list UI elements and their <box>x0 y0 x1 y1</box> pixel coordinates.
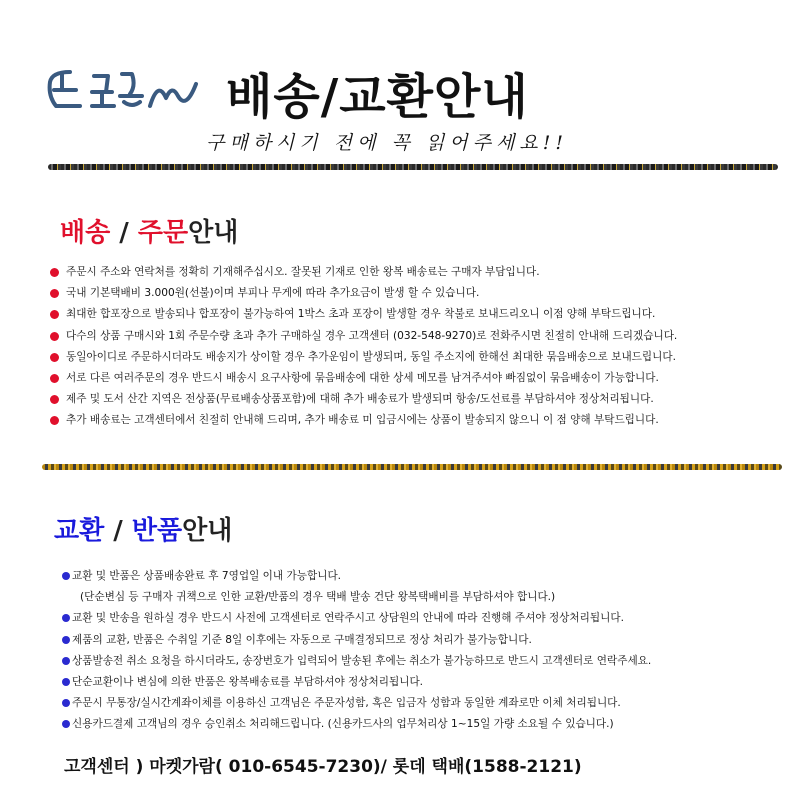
bullet-dot <box>50 289 59 298</box>
bullet-dot <box>50 416 59 425</box>
bullet-dot <box>62 614 70 622</box>
list-item-text: 상품발송전 취소 요청을 하시더라도, 송장번호가 입력되어 발송된 후에는 취소가 불가능하므로 반드시 고객센터로 연락주세요. <box>72 654 652 667</box>
divider-middle <box>42 464 782 470</box>
list-item-text: 단순교환이나 변심에 의한 반품은 왕복배송료를 부담하셔야 정상처리됩니다. <box>72 675 424 688</box>
page-subtitle: 구매하시기 전에 꼭 읽어주세요!! <box>206 132 568 154</box>
bullet-dot <box>50 353 59 362</box>
exchange-section-title <box>54 510 232 547</box>
bullet-dot <box>62 720 70 728</box>
bullet-dot <box>50 395 59 404</box>
list-item-text: 국내 기본택배비 3.000원(선불)이며 부피나 무게에 따라 추가요금이 발생 할 수 있습니다. <box>66 287 480 300</box>
list-item <box>62 672 651 693</box>
list-item-text: 교환 및 반품은 상품배송완료 후 7영업일 이내 가능합니다. <box>72 570 342 582</box>
list-item <box>62 608 651 629</box>
title-separator: / <box>104 516 132 546</box>
list-item-text: 제주 및 도서 산간 지역은 전상품(무료배송상품포함)에 대해 추가 배송료가 발생되며 항송/도선료를 부담하셔야 정상처리됩니다. <box>66 393 654 406</box>
market-garam-logo <box>46 66 206 116</box>
list-item-text: 다수의 상품 구매시와 1회 주문수량 초과 추가 구매하실 경우 고객센터 (032-548-9270)로 전화주시면 친절히 안내해 드리겠습니다. <box>66 329 678 342</box>
list-item <box>50 389 677 410</box>
list-item <box>50 326 677 347</box>
bullet-dot <box>62 636 70 644</box>
list-item <box>50 304 677 325</box>
list-item-text: 서로 다른 여러주문의 경우 반드시 배송시 요구사항에 묶음배송에 대한 상세 메모를 남겨주셔야 빠짐없이 묶음배송이 가능합니다. <box>66 371 659 384</box>
bullet-dot <box>62 572 70 580</box>
title-order: 주문 <box>137 218 189 248</box>
title-info: 안내 <box>182 516 233 546</box>
list-item-note <box>62 587 651 608</box>
bullet-dot <box>50 310 59 319</box>
shipping-info-list <box>50 262 677 432</box>
bullet-dot <box>62 657 70 665</box>
title-return: 반품 <box>131 516 183 546</box>
list-item-text: 주문시 주소와 연락처를 정확히 기재해주십시오. 잘못된 기재로 인한 왕복 배송료는 구매자 부담입니다. <box>66 266 540 278</box>
list-item-text: 교환 및 반송을 원하실 경우 반드시 사전에 고객센터로 연락주시고 상담원의 안내에 따라 진행해 주셔야 정상처리됩니다. <box>72 612 624 625</box>
bullet-dot <box>50 374 59 383</box>
list-item-text: 추가 배송료는 고객센터에서 친절히 안내해 드리며, 추가 배송료 미 입금시에는 상품이 발송되지 않으니 이 점 양해 부탁드립니다. <box>66 414 659 427</box>
list-item <box>50 368 677 389</box>
list-item-text: 최대한 합포장으로 발송되나 합포장이 불가능하여 1박스 초과 포장이 발생할 경우 착불로 보내드리오니 이점 양해 부탁드립니다. <box>66 308 656 321</box>
title-shipping: 배송 <box>60 218 111 248</box>
list-item-text: 주문시 무통장/실시간계좌이체를 이용하신 고객님은 주문자성함, 혹은 입금자 성함과 동일한 계좌로만 이체 처리됩니다. <box>72 697 621 710</box>
list-item <box>62 651 651 672</box>
list-item <box>50 262 677 283</box>
list-item-text: (단순변심 등 구매자 귀책으로 인한 교환/반품의 경우 택배 발송 건단 왕복택배비를 부담하셔야 합니다.) <box>80 591 556 604</box>
page-title: 배송/교환안내 <box>226 69 529 125</box>
exchange-info-list <box>62 566 651 736</box>
list-item-text: 동일아이디로 주문하시더라도 배송지가 상이할 경우 추가운임이 발생되며, 동일 주소지에 한해선 최대한 묶음배송으로 보내드립니다. <box>66 350 676 363</box>
title-info: 안내 <box>188 218 239 248</box>
shipping-section-title <box>60 212 238 249</box>
list-item <box>50 283 677 304</box>
list-item <box>50 410 677 431</box>
customer-center-contact: 고객센터 ) 마켓가람( 010-6545-7230)/ 롯데 택배(1588-2121) <box>64 757 582 777</box>
list-item <box>62 566 651 587</box>
list-item <box>62 714 651 735</box>
bullet-dot <box>50 268 59 277</box>
list-item <box>50 347 677 368</box>
list-item <box>62 630 651 651</box>
list-item <box>62 693 651 714</box>
title-separator: / <box>110 218 138 248</box>
bullet-dot <box>62 699 70 707</box>
list-item-text: 제품의 교환, 반품은 수취일 기준 8일 이후에는 자동으로 구매결정되므로 정상 처리가 불가능합니다. <box>72 633 532 646</box>
title-exchange: 교환 <box>54 516 105 546</box>
list-item-text: 신용카드결제 고객님의 경우 승인취소 처리해드립니다. (신용카드사의 업무처리상 1~15일 가량 소요될 수 있습니다.) <box>72 718 614 731</box>
bullet-dot <box>50 332 59 341</box>
divider-top <box>48 164 778 170</box>
bullet-dot <box>62 678 70 686</box>
